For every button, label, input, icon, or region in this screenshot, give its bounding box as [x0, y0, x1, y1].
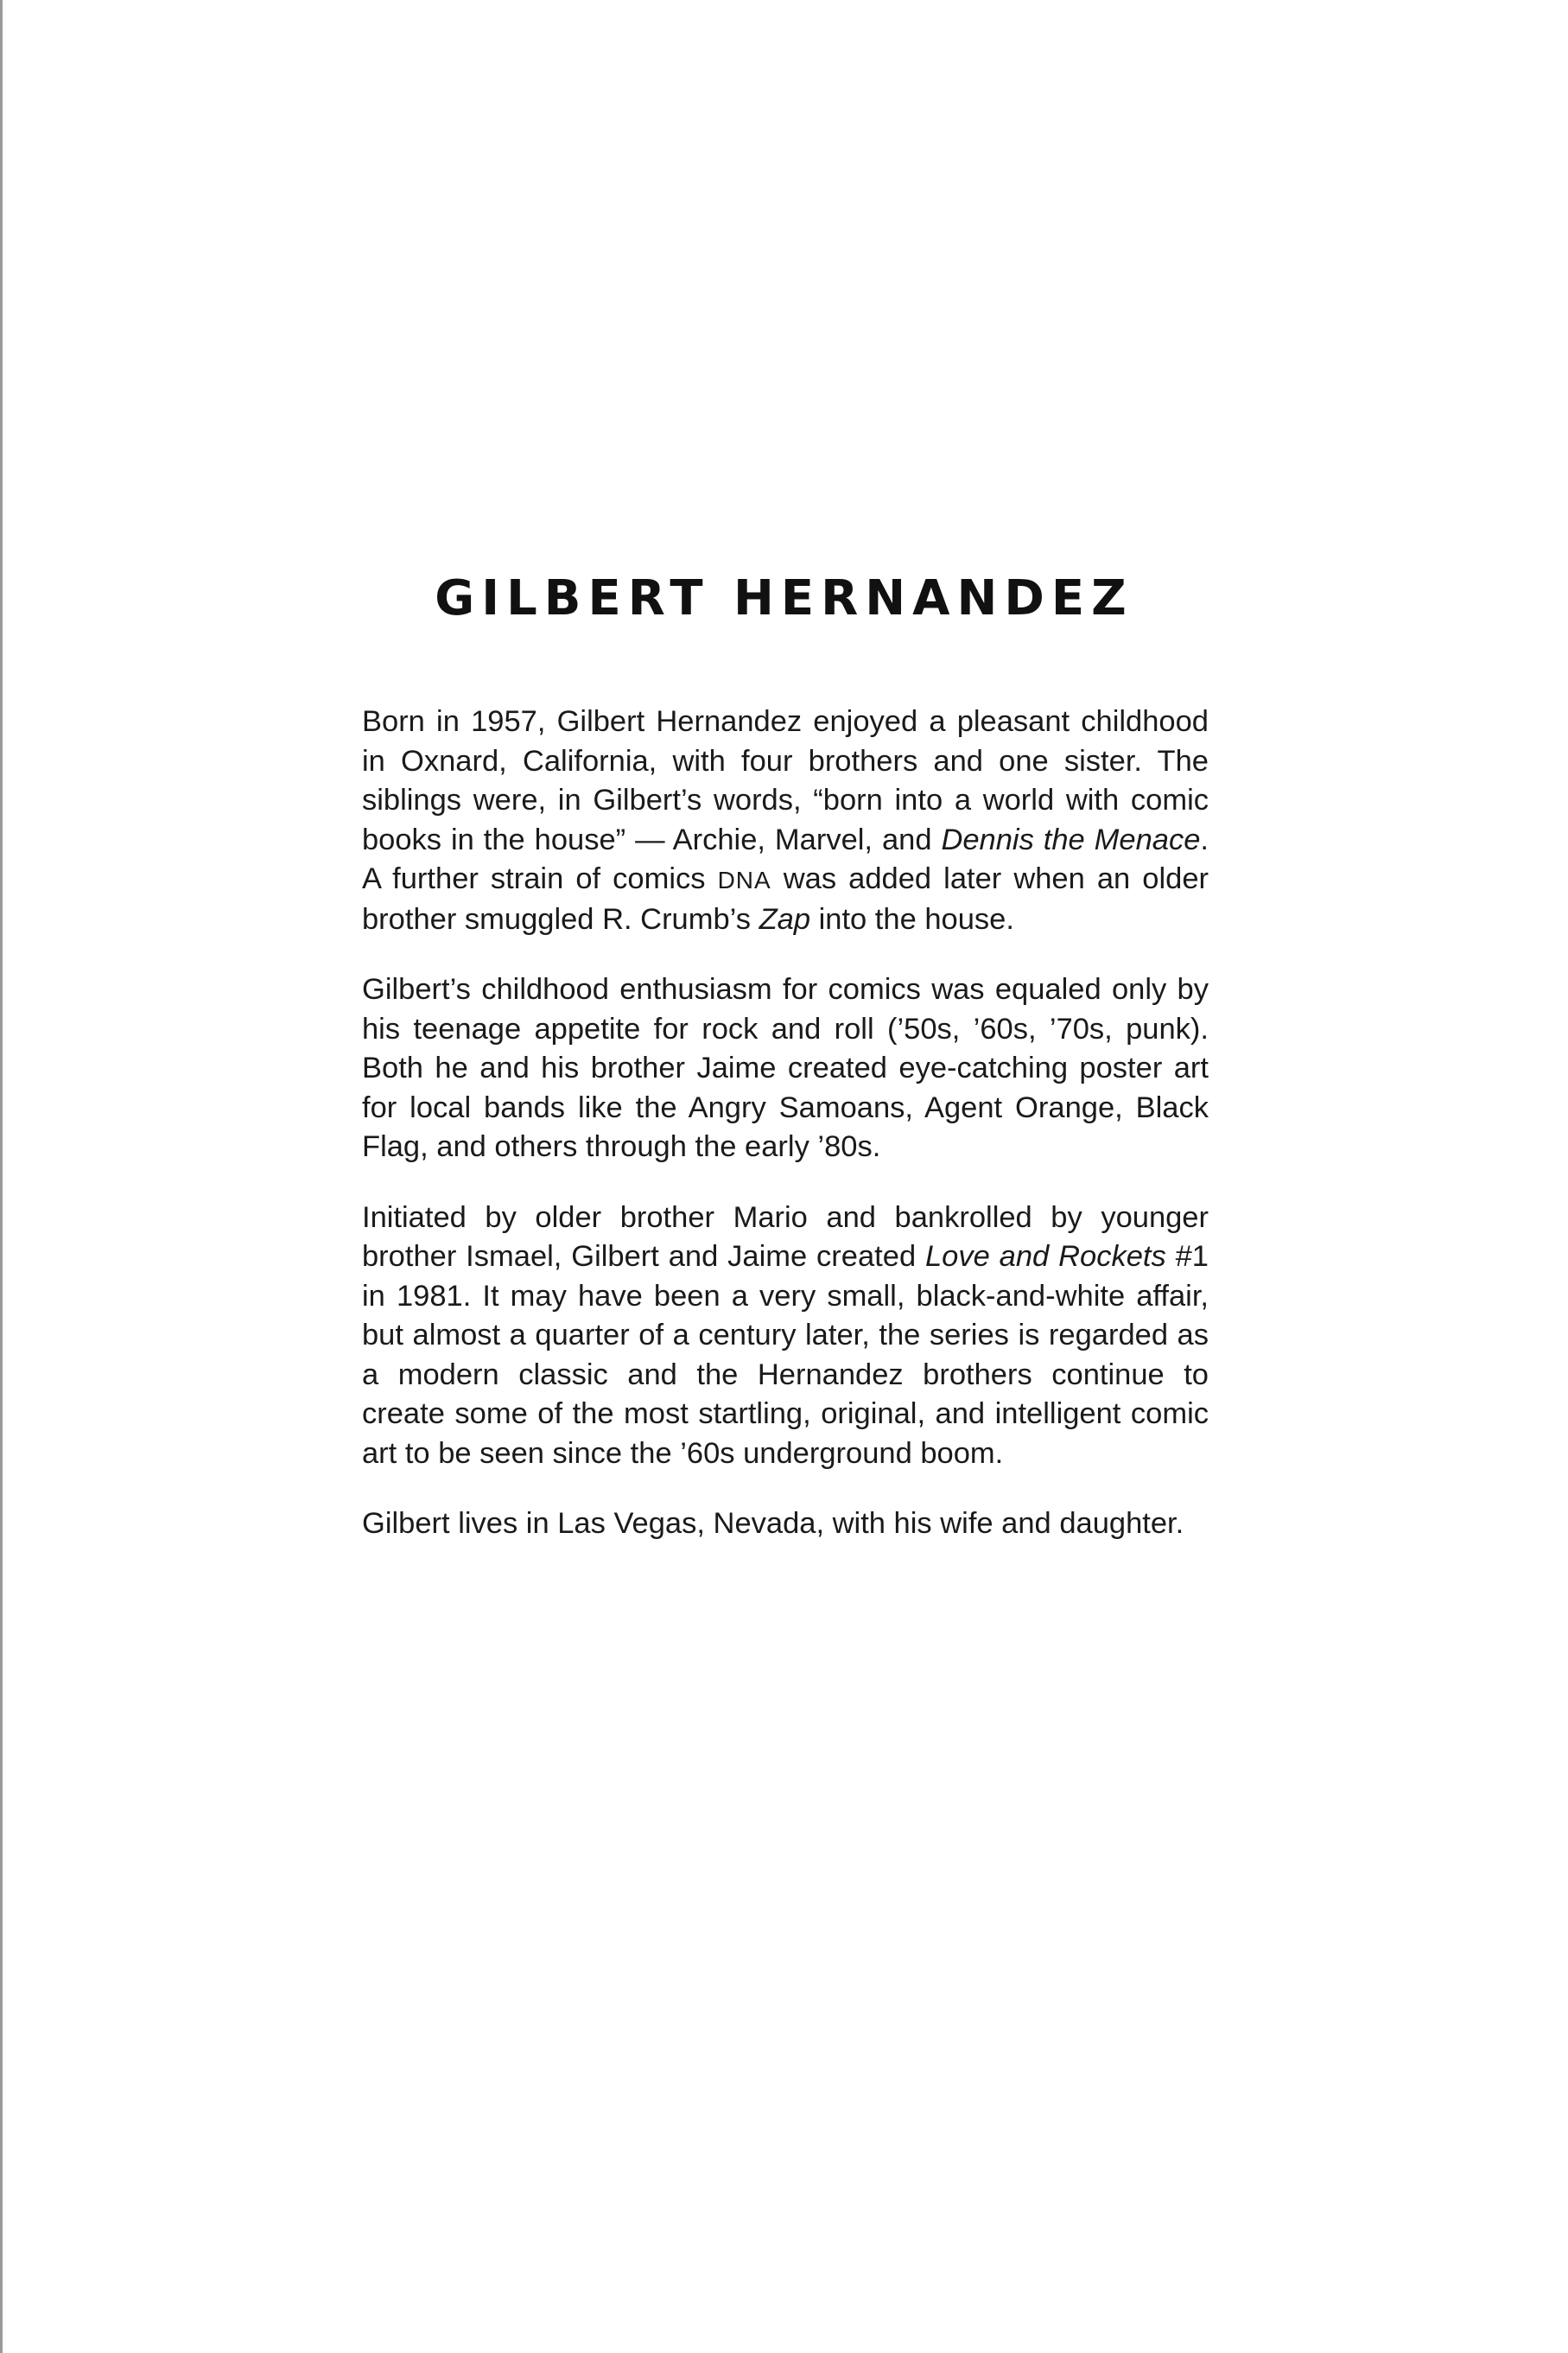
text-run: was added later when an older brother smuggled R. Crumb’s	[362, 862, 1209, 936]
title-love-and-rockets: Love and Rockets	[925, 1240, 1166, 1273]
text-run: into the house.	[810, 902, 1014, 936]
text-run: Born in 1957, Gilbert Hernandez enjoyed a pleasant childhood in Oxnard, California, with four brothers and one sister. The siblings were, in Gilbert’s words, “born into a world with comic books in the house” — Archie, Marvel, and	[362, 705, 1209, 856]
text-run: Initiated by older brother Mario and bankrolled by younger brother Ismael, Gilbert and Jaime created	[362, 1200, 1209, 1273]
text-run: #1 in 1981. It may have been a very small, black-and-white affair, but almost a quarter of a century later, the series is regarded as a modern classic and the Hernandez brothers continue to create some of the most startling, original, and intelligent comic art to be seen since the ’60s underground boom.	[362, 1240, 1209, 1470]
bio-paragraph-3	[362, 1199, 1209, 1474]
bio-paragraph-1	[362, 703, 1209, 939]
author-biography	[362, 703, 1209, 1575]
text-run: . A further strain of comics	[362, 823, 1209, 895]
title-zap: Zap	[759, 902, 811, 936]
text-run: Gilbert lives in Las Vegas, Nevada, with his wife and daughter.	[362, 1507, 1184, 1540]
bio-paragraph-2	[362, 970, 1209, 1167]
small-caps-dna: DNA	[717, 867, 771, 894]
title-dennis-the-menace: Dennis the Menace	[941, 823, 1201, 856]
author-name-heading: GILBERT HERNANDEZ	[435, 570, 1133, 626]
page-edge-divider	[0, 0, 3, 2353]
bio-paragraph-4	[362, 1504, 1209, 1544]
text-run: Gilbert’s childhood enthusiasm for comics was equaled only by his teenage appetite for rock and roll (’50s, ’60s, ’70s, punk). Both he and his brother Jaime created eye-catching poster art for local bands like the Angry Samoans, Agent Orange, Black Flag, and others through the early ’80s.	[362, 973, 1209, 1163]
